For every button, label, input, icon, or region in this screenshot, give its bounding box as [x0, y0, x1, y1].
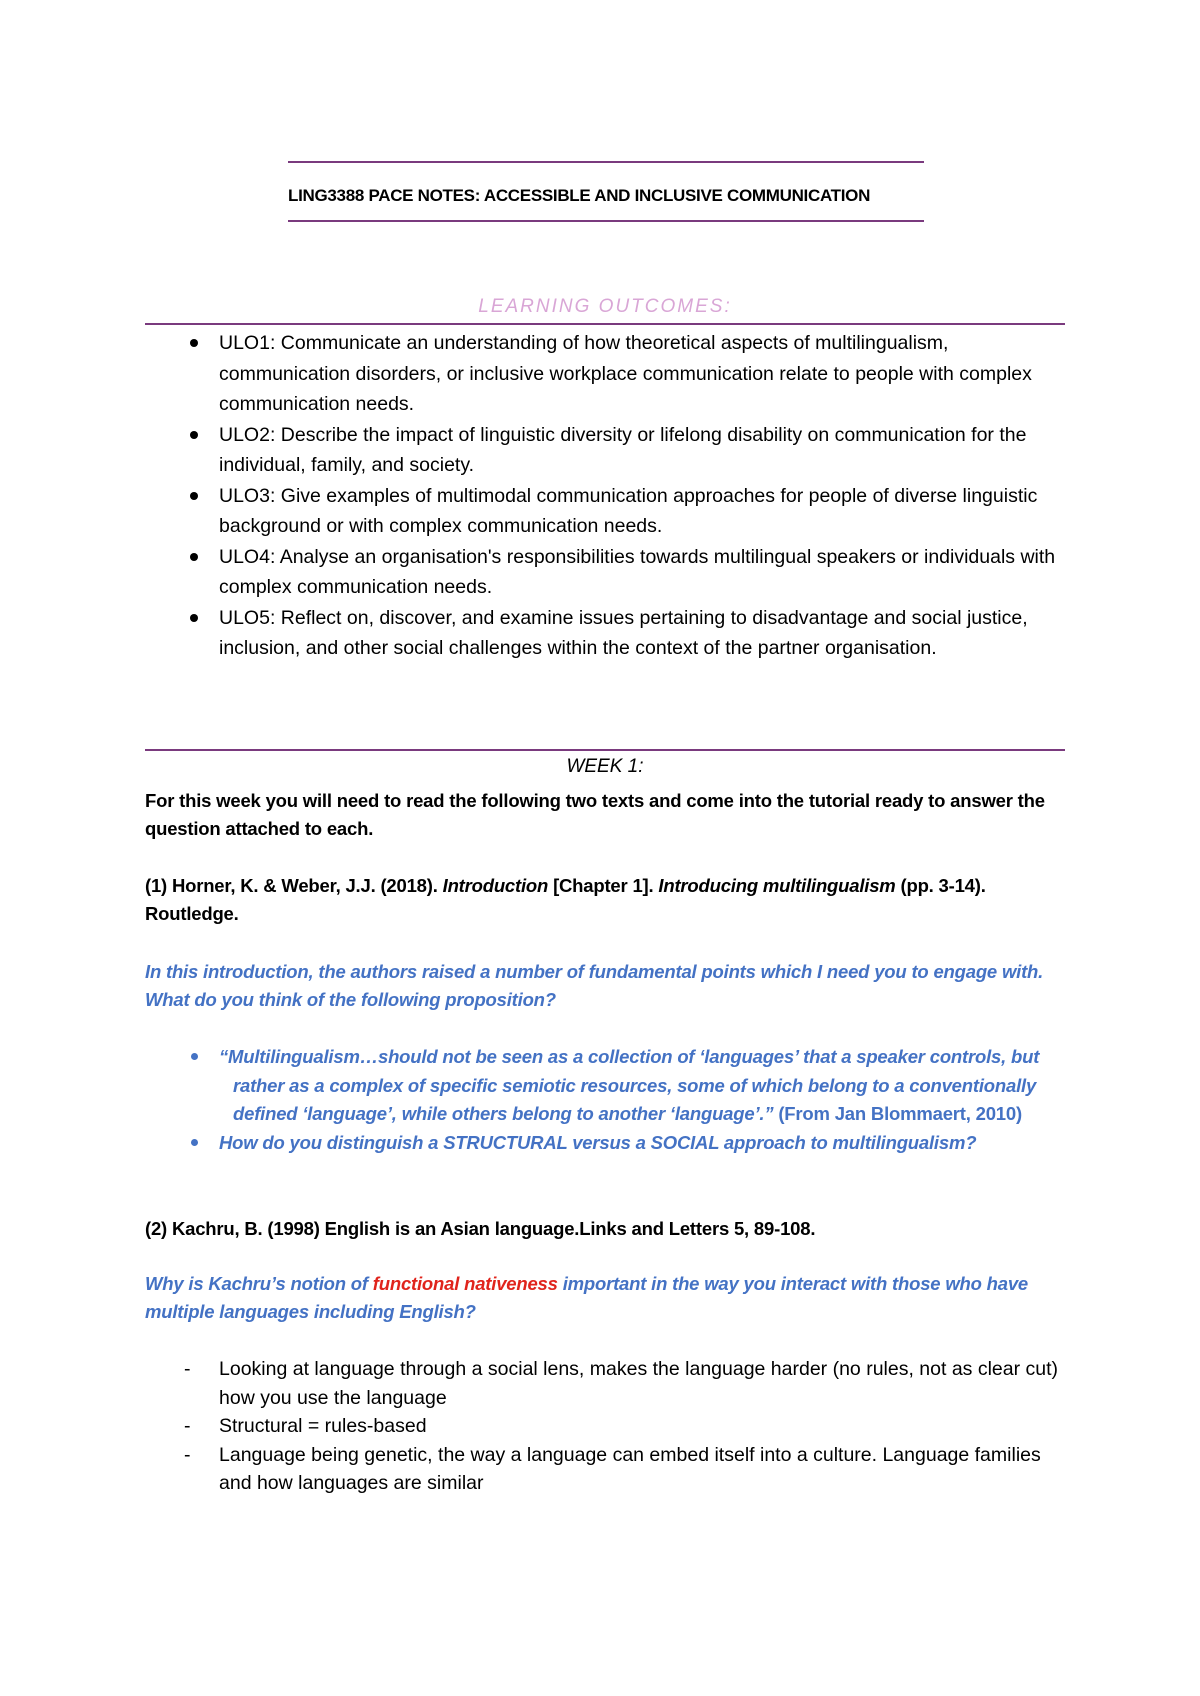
title-bottom-rule: [288, 220, 924, 222]
list-item: - Structural = rules-based: [219, 1412, 1069, 1441]
week-1-intro: For this week you will need to read the following two texts and come into the tutorial ready to answer the question attached to each.: [145, 790, 1045, 839]
learning-outcomes-rule: [145, 323, 1065, 325]
reading-1-citation: [145, 872, 1065, 928]
list-item: ULO4: Analyse an organisation's responsibilities towards multilingual speakers or individuals with complex communication needs.: [219, 542, 1069, 603]
list-item: How do you distinguish a STRUCTURAL versus a SOCIAL approach to multilingualism?: [219, 1129, 1069, 1158]
learning-outcomes-heading: LEARNING OUTCOMES:: [478, 296, 732, 317]
quote-source: (From Jan Blommaert, 2010): [773, 1103, 1022, 1124]
citation-authors: (1) Horner, K. & Weber, J.J. (2018).: [145, 875, 443, 896]
list-item: ULO3: Give examples of multimodal communication approaches for people of diverse linguistic background or with complex communication needs.: [219, 481, 1069, 542]
question-2-end: important in the way you interact with those who have multiple languages including English?: [145, 1273, 1029, 1322]
page-title: LING3388 PACE NOTES: ACCESSIBLE AND INCLUSIVE COMMUNICATION: [288, 186, 871, 205]
notes-list: [219, 1355, 1069, 1498]
question-1: In this introduction, the authors raised a number of fundamental points which I need you to engage with. What do you think of the following proposition?: [145, 961, 1044, 1010]
citation-chapter-title: Introduction: [442, 875, 549, 896]
blommaert-quote: “Multilingualism…should not be seen as a collection of ‘languages’ that a speaker controls, but rather as a complex of specific semiotic resources, some of which belong to a conventionally defined ‘language’, while others belong to another ‘language’.”: [219, 1046, 1040, 1124]
list-item: ULO1: Communicate an understanding of how theoretical aspects of multilingualism, communication disorders, or inclusive workplace communication relate to people with complex communication needs.: [219, 328, 1069, 420]
title-top-rule: [288, 161, 924, 163]
question-2-start: Why is Kachru’s notion of: [145, 1273, 373, 1294]
citation-book-title: Introducing multilingualism: [658, 875, 896, 896]
citation-pages-publisher: (pp. 3-14). Routledge.: [145, 875, 986, 924]
citation-chapter-label: [Chapter 1].: [548, 875, 659, 896]
list-item: ULO5: Reflect on, discover, and examine issues pertaining to disadvantage and social justice, inclusion, and other social challenges within the context of the partner organisation.: [219, 603, 1069, 664]
week-rule: [145, 749, 1065, 751]
functional-nativeness-term: functional nativeness: [372, 1273, 558, 1294]
reading-2-citation: (2) Kachru, B. (1998) English is an Asian language.Links and Letters 5, 89-108.: [145, 1218, 816, 1239]
list-item: - Looking at language through a social lens, makes the language harder (no rules, not as clear cut) how you use the language: [219, 1355, 1069, 1412]
learning-outcomes-list: [219, 328, 1069, 664]
week-1-heading: WEEK 1:: [566, 756, 644, 777]
list-item: - Language being genetic, the way a language can embed itself into a culture. Language families and how languages are similar: [219, 1441, 1069, 1498]
question-1-points: [219, 1043, 1069, 1157]
list-item: ULO2: Describe the impact of linguistic diversity or lifelong disability on communication for the individual, family, and society.: [219, 420, 1069, 481]
list-item: [219, 1043, 1069, 1129]
question-2: [145, 1270, 1065, 1326]
